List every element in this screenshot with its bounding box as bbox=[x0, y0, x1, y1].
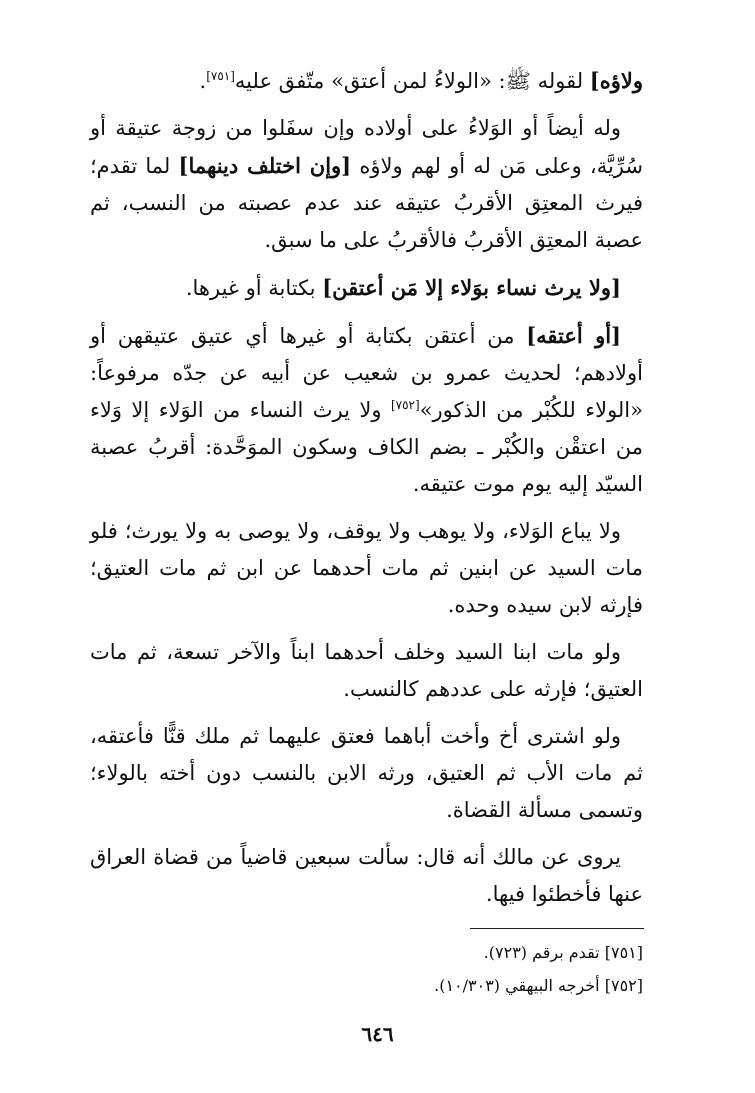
footnote-752-number: [٧٥٢] bbox=[604, 976, 643, 995]
footnote-ref-751[interactable]: [٧٥١] bbox=[206, 69, 235, 83]
paragraph-5 bbox=[90, 513, 643, 624]
footnote-752-text: أخرجه البيهقي (١٠/٣٠٣). bbox=[434, 976, 600, 995]
footnote-752 bbox=[243, 969, 643, 1002]
paragraph-2 bbox=[90, 110, 643, 259]
paragraph-2-text-2: لما تقدم؛ فيرث المعتِق الأقربُ عتيقه عند عدم عصبته من النسب، ثم عصبة المعتِق الأقربُ فالأقربُ على ما سبق. bbox=[90, 154, 643, 252]
paragraph-7-text: ولو اشترى أخ وأخت أباهما فعتق عليهما ثم ملك قنًّا فأعتقه، ثم مات الأب ثم العتيق، ورثه الابن بالنسب دون أخته بالولاء؛ وتسمى مسألة القضاة. bbox=[90, 724, 643, 822]
paragraph-7 bbox=[90, 718, 643, 829]
paragraph-5-text: ولا يباع الوَلاء، ولا يوهب ولا يوقف، ولا يوصى به ولا يورث؛ فلو مات السيد عن ابنين ثم مات أحدهما عن ابن ثم مات العتيق؛ فإرثه لابن سيده وحده. bbox=[90, 519, 643, 617]
paragraph-6-text: ولو مات ابنا السيد وخلف أحدهما ابناً والآخر تسعة، ثم مات العتيق؛ فإرثه على عددهم كالنسب. bbox=[90, 640, 643, 701]
paragraph-8 bbox=[90, 839, 643, 913]
paragraph-3 bbox=[90, 269, 643, 307]
main-text bbox=[90, 62, 643, 923]
footnote-ref-752[interactable]: [٧٥٢] bbox=[390, 398, 420, 412]
paragraph-3-text: بكتابة أو غيرها. bbox=[185, 276, 323, 300]
paragraph-1-bold: ولاؤه] bbox=[589, 68, 643, 93]
paragraph-3-bold: [ولا يرث نساء بوَلاء إلا مَن أعتقن] bbox=[322, 275, 621, 300]
paragraph-2-text-1: وله أيضاً أو الوَلاءُ على أولاده وإن سفَلوا من زوجة عتيقة أو سُرِّيَّة، وعلى مَن له أو لهم ولاؤه bbox=[90, 116, 643, 178]
footnote-751-number: [٧٥١] bbox=[604, 943, 643, 962]
paragraph-1-tail: . bbox=[199, 69, 207, 93]
paragraph-1-text: لقوله ﷺ: «الولاءُ لمن أعتق» متّفق عليه bbox=[234, 69, 590, 93]
paragraph-6 bbox=[90, 634, 643, 708]
footnote-751-text: تقدم برقم (٧٢٣). bbox=[483, 943, 600, 962]
paragraph-4 bbox=[90, 317, 643, 503]
footnotes bbox=[243, 936, 643, 1002]
footnote-751 bbox=[243, 936, 643, 969]
paragraph-4-text-1: من أعتقن بكتابة أو غيرها أي عتيق عتيقهن أو أولادهم؛ لحديث عمرو بن شعيب عن أبيه عن جدّه مرفوعاً: «الولاء للكُبْر من الذكور» bbox=[90, 324, 643, 422]
paragraph-8-text: يروى عن مالك أنه قال: سألت سبعين قاضياً من قضاة العراق عنها فأخطئوا فيها. bbox=[90, 845, 643, 906]
paragraph-2-bold: [وإن اختلف دينهما] bbox=[178, 153, 352, 178]
paragraph-4-text-2: ولا يرث النساء من الوَلاء إلا وَلاء من اعتقْن والكُبْر ـ بضم الكاف وسكون الموَحَّدة: أقربُ عصبة السيّد إليه يوم موت عتيقه. bbox=[90, 398, 643, 496]
page-number: ٦٤٦ bbox=[361, 1022, 394, 1046]
paragraph-4-bold: [أو أعتقه] bbox=[526, 323, 621, 348]
footnote-divider bbox=[470, 928, 644, 929]
paragraph-1 bbox=[90, 62, 643, 100]
